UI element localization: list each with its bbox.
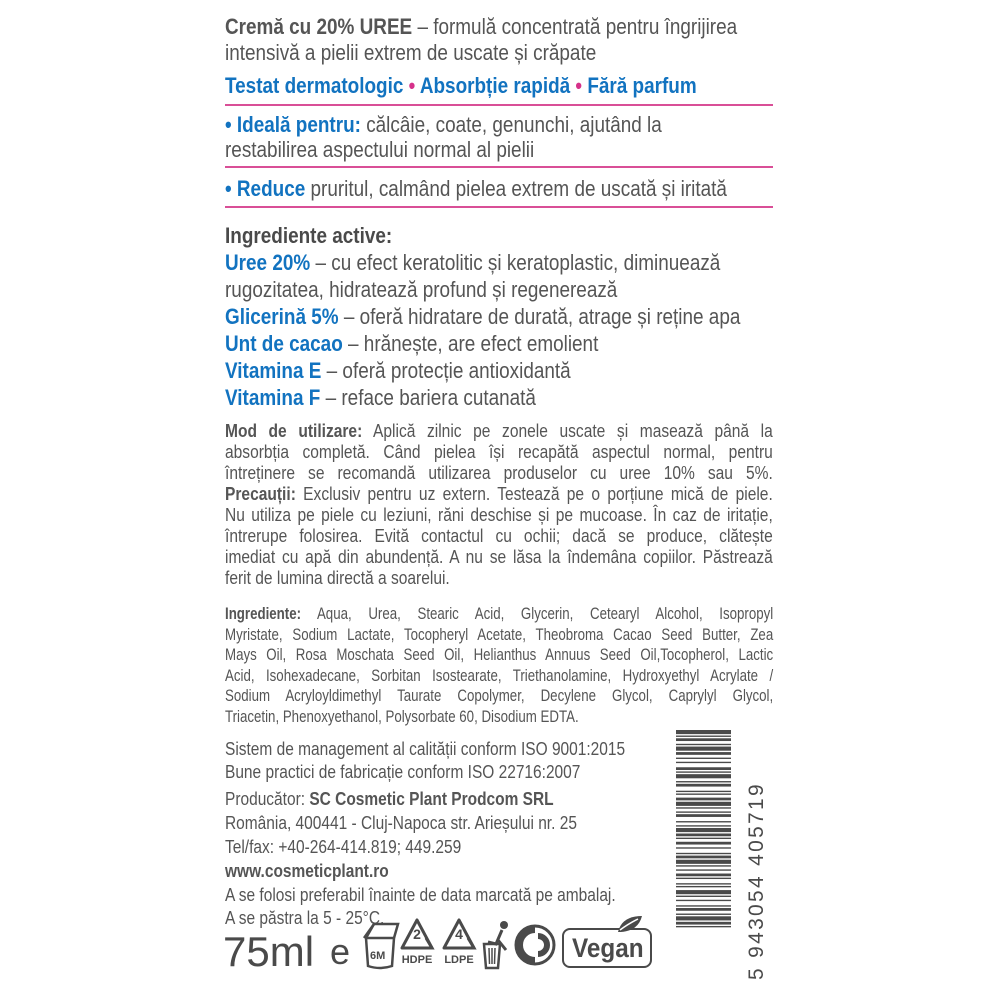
barcode-bar [676,853,731,854]
usage-line: întreținere se recomandă utilizarea produselor cu uree 10% sau 5%. [225,463,773,483]
active-name: Glicerină 5% [225,304,339,329]
ingredients-line: Acid, Isohexadecane, Sorbitan Isostearate, Triethanolamine, Hydroxyethyl Acrylate / [225,666,774,685]
producer-name: SC Cosmetic Plant Prodcom SRL [305,789,554,809]
divider [225,104,773,106]
barcode-bar [676,883,731,884]
active-name: Uree 20% [225,250,311,275]
ingredients-line: Mays Oil, Rosa Moschata Seed Oil, Helianthus Annuus Seed Oil,Tocopherol, Lactic [225,646,774,664]
divider [225,166,773,168]
barcode-bar [676,758,731,759]
producer-website: www.cosmeticplant.ro [225,861,389,881]
precautions-line: întrerupe folosirea. Evită contactul cu ochii; dacă se produce, clătește [225,526,773,546]
recycle-hdpe-icon [398,916,436,966]
usage-line [225,421,773,442]
estimated-sign-icon: e [330,931,351,972]
barcode-bar [676,791,731,792]
precautions-line: imediat cu apă din abundență. A nu se lăsa la îndemâna copiilor. Păstrează [225,547,773,567]
ingredients-line: Triacetin, Phenoxyethanol, Polysorbate 60, Disodium EDTA. [225,707,579,726]
active-desc: – oferă protecție antioxidantă [321,358,571,383]
barcode-bar [676,736,731,737]
product-name: Cremă cu 20% UREE [225,14,413,39]
active-name: Vitamina E [225,358,322,383]
barcode-bar [676,825,731,826]
barcode-bar [676,807,731,808]
claim-dermatologically-tested: Testat dermatologic [225,73,404,98]
barcode-bar [676,878,731,879]
barcode-bar [676,865,731,866]
active-name: Unt de cacao [225,331,343,356]
barcode-bar [676,874,731,877]
intro-block [225,14,821,66]
barcode-bar [676,922,731,925]
green-dot-icon [514,922,556,973]
pao-label: 6M [370,950,386,962]
barcode-bar [676,738,731,741]
ideal-block [225,112,733,162]
barcode-number: 5 943054 405719 [745,782,768,980]
barcode-bar [676,828,731,832]
barcode-bar [676,905,731,906]
barcode-bar [676,744,731,745]
expiry-line2: A se păstra la 5 - 25°C. [225,908,385,928]
barcode-digits [745,734,775,980]
barcode-bar [676,784,731,787]
intro-text [225,14,737,66]
precautions-line [225,484,773,505]
divider [225,206,773,208]
barcode-bar [676,781,731,782]
barcode-bar [676,821,731,822]
barcode-bar [676,908,731,911]
barcode-bar [676,900,731,901]
barcode-bar [676,793,731,794]
ingredients-line: Sodium Acryloyldimethyl Taurate Copolymer, Decylene Glycol, Caprylyl Glycol, [225,687,774,705]
barcode-bar [676,802,731,806]
barcode-bar [676,747,731,751]
quality-block [225,738,690,784]
barcode-bar [676,730,731,734]
reduce-text: pruritul, calmând pielea extrem de uscată și iritată [305,176,727,201]
claim-separator: • [575,73,583,98]
ingredients-line [225,604,773,625]
barcode-bar [676,771,731,772]
barcode-bar [676,798,731,801]
bullet: • [225,112,232,137]
ingredients-line: Myristate, Sodium Lactate, Tocopheryl Acetate, Theobroma Cacao Seed Butter, Zea [225,625,774,644]
barcode-bar [676,752,731,755]
active-desc: rugozitatea, hidratează profund și regenerează [225,277,618,302]
usage-block [225,421,773,589]
ingredients-text: Aqua, Urea, Stearic Acid, Glycerin, Cetearyl Alcohol, Isopropyl [301,605,774,623]
active-desc: – hrănește, are efect emolient [342,331,599,356]
bullet: • [225,176,232,201]
active-name: Vitamina F [225,385,321,410]
claim-fast-absorption: Absorbție rapidă [419,73,571,98]
active-ingredients [225,222,824,411]
ideal-text1: călcâie, coate, genunchi, ajutând la [360,112,662,137]
ideal-text2: restabilirea aspectului normal al pielii [225,137,535,162]
barcode-bar [676,926,731,927]
recycle-code: 2 [413,926,421,942]
quality-iso9001: Sistem de management al calității conform ISO 9001:2015 [225,739,626,759]
barcode-bar [676,856,731,859]
producer-phone: Tel/fax: +40-264-414.819; 449.259 [225,837,462,857]
recycle-code: 4 [455,926,463,942]
barcode-bar [676,767,731,770]
ingredients-label: Ingrediente: [225,605,302,623]
ingredients-block [225,604,773,727]
usage-label: Mod de utilizare: [225,421,363,441]
producer-address: România, 400441 - Cluj-Napoca str. Arieșului nr. 25 [225,813,577,833]
volume: 75ml [223,928,315,975]
barcode-bar [676,842,731,845]
precautions-line: ferit de lumina directă a soarelui. [225,568,450,588]
reduce-block [225,176,809,201]
barcode-bar [676,762,731,763]
barcode-bar [676,914,731,915]
recycle-label: LDPE [444,954,474,966]
barcode-bar [676,774,731,778]
recycle-label: HDPE [401,954,433,966]
usage-line: absorbția completă. Când pielea își recapătă aspectul normal, pentru [225,442,773,462]
barcode-bar [676,869,731,870]
active-title: Ingrediente active: [225,223,393,248]
ideal-label: Ideală pentru: [236,112,361,137]
claims-row [225,73,773,98]
usage-text: Aplică zilnic pe zonele uscate și masează până la [362,421,773,441]
barcode-bar [676,886,731,887]
barcode-bar [676,838,731,839]
precautions-line: Nu utiliza pe piele cu leziuni, răni deschise și pe mucoase. În caz de iritație, [225,505,773,525]
barcode-bar [676,896,731,897]
barcode-bar [676,834,731,837]
precautions-label: Precauții: [225,484,296,504]
producer-block [225,787,634,883]
barcode-bar [676,811,731,812]
intro-line1: – formulă concentrată pentru îngrijirea [412,14,738,39]
recycle-ldpe-icon [440,916,478,966]
reduce-label: Reduce [236,176,306,201]
tidyman-bin-icon [478,920,514,975]
vegan-label: Vegan [572,933,644,963]
barcode-bar [676,916,731,920]
quality-iso22716: Bune practici de fabricație conform ISO 22716:2007 [225,762,581,782]
active-desc: – cu efect keratolitic și keratoplastic, diminuează [310,250,721,275]
pao-jar-icon [360,916,400,977]
barcode-bar [676,890,731,894]
intro-line2: intensivă a pielii extrem de uscate și crăpate [225,40,597,65]
barcode-icon [676,730,731,980]
claim-separator: • [408,73,416,98]
producer-label: Producător: [225,789,306,809]
barcode-bar [676,847,731,848]
precautions-text: Exclusiv pentru uz extern. Testează pe o porțiune mică de piele. [295,484,773,504]
active-desc: – reface bariera cutanată [320,385,536,410]
active-desc: – oferă hidratare de durată, atrage și reține apa [338,304,741,329]
vegan-leaf-icon [616,914,644,939]
expiry-line1: A se folosi preferabil înainte de data marcată pe ambalaj. [225,885,616,905]
barcode-bar [676,860,731,864]
claim-fragrance-free: Fără parfum [587,73,697,98]
barcode-bar [676,814,731,817]
